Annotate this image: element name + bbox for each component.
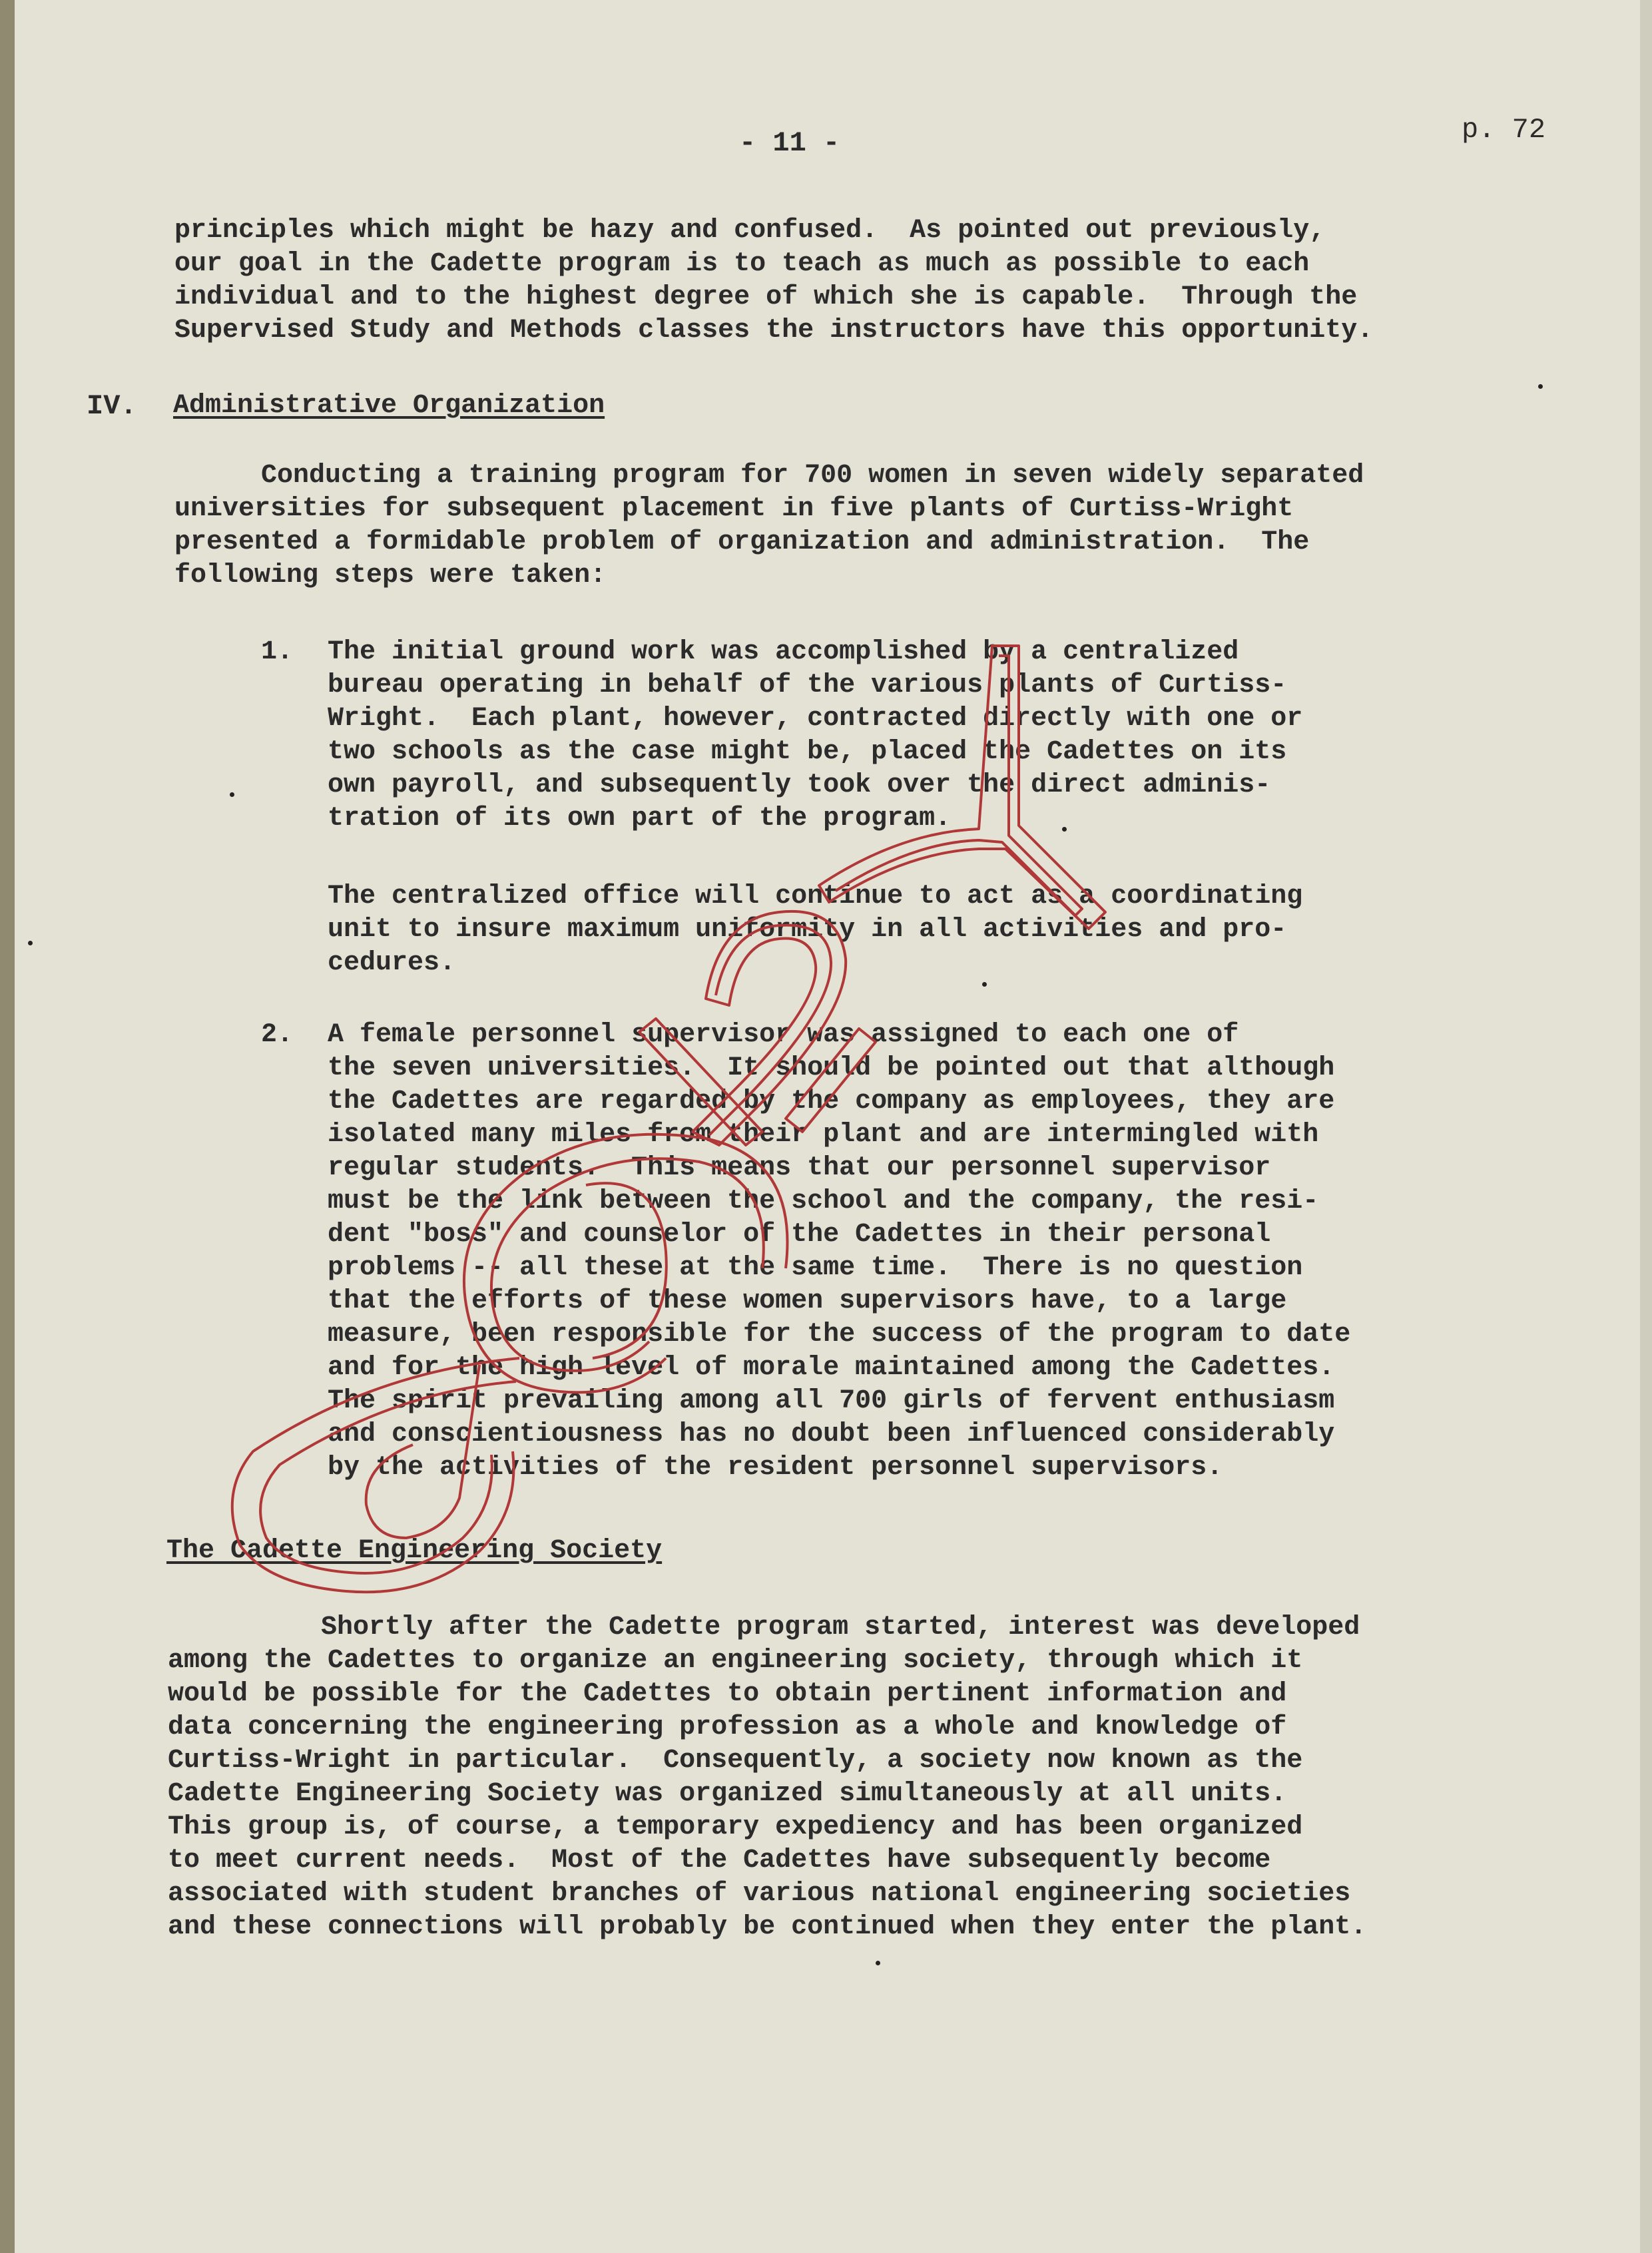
item-line: by the activities of the resident personnel supervisors. — [328, 1453, 1223, 1483]
stray-mark — [982, 982, 987, 987]
item-number: 2. — [261, 1020, 294, 1050]
section-line: Conducting a training program for 700 women in seven widely separated — [261, 461, 1364, 491]
intro-line: our goal in the Cadette program is to teach as much as possible to each — [174, 249, 1310, 279]
item-line: two schools as the case might be, placed the Cadettes on its — [328, 737, 1287, 767]
item-line: tration of its own part of the program. — [328, 804, 952, 834]
item-line: must be the link between the school and the company, the resi- — [328, 1186, 1319, 1216]
stray-mark — [230, 792, 234, 797]
society-line: Curtiss-Wright in particular. Consequently, a society now known as the — [168, 1746, 1303, 1776]
society-line: Cadette Engineering Society was organized simultaneously at all units. — [168, 1779, 1287, 1809]
item-line: regular students. This means that our personnel supervisor — [328, 1153, 1271, 1183]
item-line: isolated many miles from their plant and are intermingled with — [328, 1120, 1319, 1150]
item-number: 1. — [261, 637, 294, 667]
item-line: and for the high level of morale maintained among the Cadettes. — [328, 1353, 1335, 1383]
item-line: problems -- all these at the same time. There is no question — [328, 1253, 1303, 1283]
society-paragraph — [168, 1611, 1366, 1944]
society-line: to meet current needs. Most of the Cadettes have subsequently become — [168, 1846, 1271, 1876]
item-line: The initial ground work was accomplished by a centralized — [328, 637, 1239, 667]
section-numeral: IV. — [87, 390, 137, 422]
page-left-edge — [0, 0, 15, 2253]
intro-line: individual and to the highest degree of which she is capable. Through the — [174, 282, 1358, 312]
stray-mark — [1062, 827, 1067, 832]
section-line: universities for subsequent placement in five plants of Curtiss-Wright — [174, 494, 1294, 524]
intro-line: principles which might be hazy and confused. As pointed out previously, — [174, 216, 1326, 246]
item-line: The spirit prevailing among all 700 girls of fervent enthusiasm — [328, 1386, 1335, 1416]
item-line: own payroll, and subsequently took over the direct adminis- — [328, 770, 1271, 800]
item-line: dent "boss" and counselor of the Cadettes in their personal — [328, 1220, 1271, 1250]
page-number: - 11 - — [739, 127, 840, 159]
section-line: following steps were taken: — [174, 561, 607, 591]
item-line: measure, been responsible for the success of the program to date — [328, 1320, 1351, 1350]
society-line: This group is, of course, a temporary expediency and has been organized — [168, 1812, 1303, 1842]
page-right-edge — [1640, 0, 1652, 2253]
page-reference: p. 72 — [1462, 114, 1546, 146]
society-line: would be possible for the Cadettes to obtain pertinent information and — [168, 1679, 1287, 1709]
item-line: that the efforts of these women supervisors have, to a large — [328, 1286, 1287, 1316]
society-line: associated with student branches of various national engineering societies — [168, 1879, 1351, 1909]
society-line: among the Cadettes to organize an engineering society, through which it — [168, 1646, 1303, 1676]
item-1-paragraph — [328, 636, 1302, 836]
item-line: A female personnel supervisor was assigned to each one of — [328, 1020, 1239, 1050]
stray-mark — [876, 1961, 880, 1965]
item-2-paragraph — [328, 1019, 1350, 1485]
section-heading: Administrative Organization — [173, 391, 605, 421]
stray-mark — [28, 941, 33, 945]
society-line: data concerning the engineering profession as a whole and knowledge of — [168, 1712, 1287, 1742]
section-paragraph — [174, 459, 1364, 593]
intro-paragraph — [174, 214, 1373, 348]
society-line: Shortly after the Cadette program started, interest was developed — [321, 1613, 1360, 1642]
item-line: cedures. — [328, 948, 456, 978]
stray-mark — [1538, 384, 1543, 389]
item-line: unit to insure maximum uniformity in all activities and pro- — [328, 915, 1287, 945]
item-line: the seven universities. It should be pointed out that although — [328, 1053, 1335, 1083]
society-line: and these connections will probably be continued when they enter the plant. — [168, 1912, 1367, 1942]
section-line: presented a formidable problem of organization and administration. The — [174, 527, 1310, 557]
society-heading: The Cadette Engineering Society — [166, 1536, 663, 1566]
item-line: bureau operating in behalf of the various plants of Curtiss- — [328, 670, 1287, 700]
item-line: The centralized office will continue to act as a coordinating — [328, 881, 1303, 911]
item-line: and conscientiousness has no doubt been influenced considerably — [328, 1419, 1335, 1449]
item-1-subparagraph — [328, 880, 1302, 980]
item-line: Wright. Each plant, however, contracted directly with one or — [328, 704, 1303, 734]
item-line: the Cadettes are regarded by the company as employees, they are — [328, 1087, 1335, 1117]
intro-line: Supervised Study and Methods classes the instructors have this opportunity. — [174, 316, 1374, 346]
